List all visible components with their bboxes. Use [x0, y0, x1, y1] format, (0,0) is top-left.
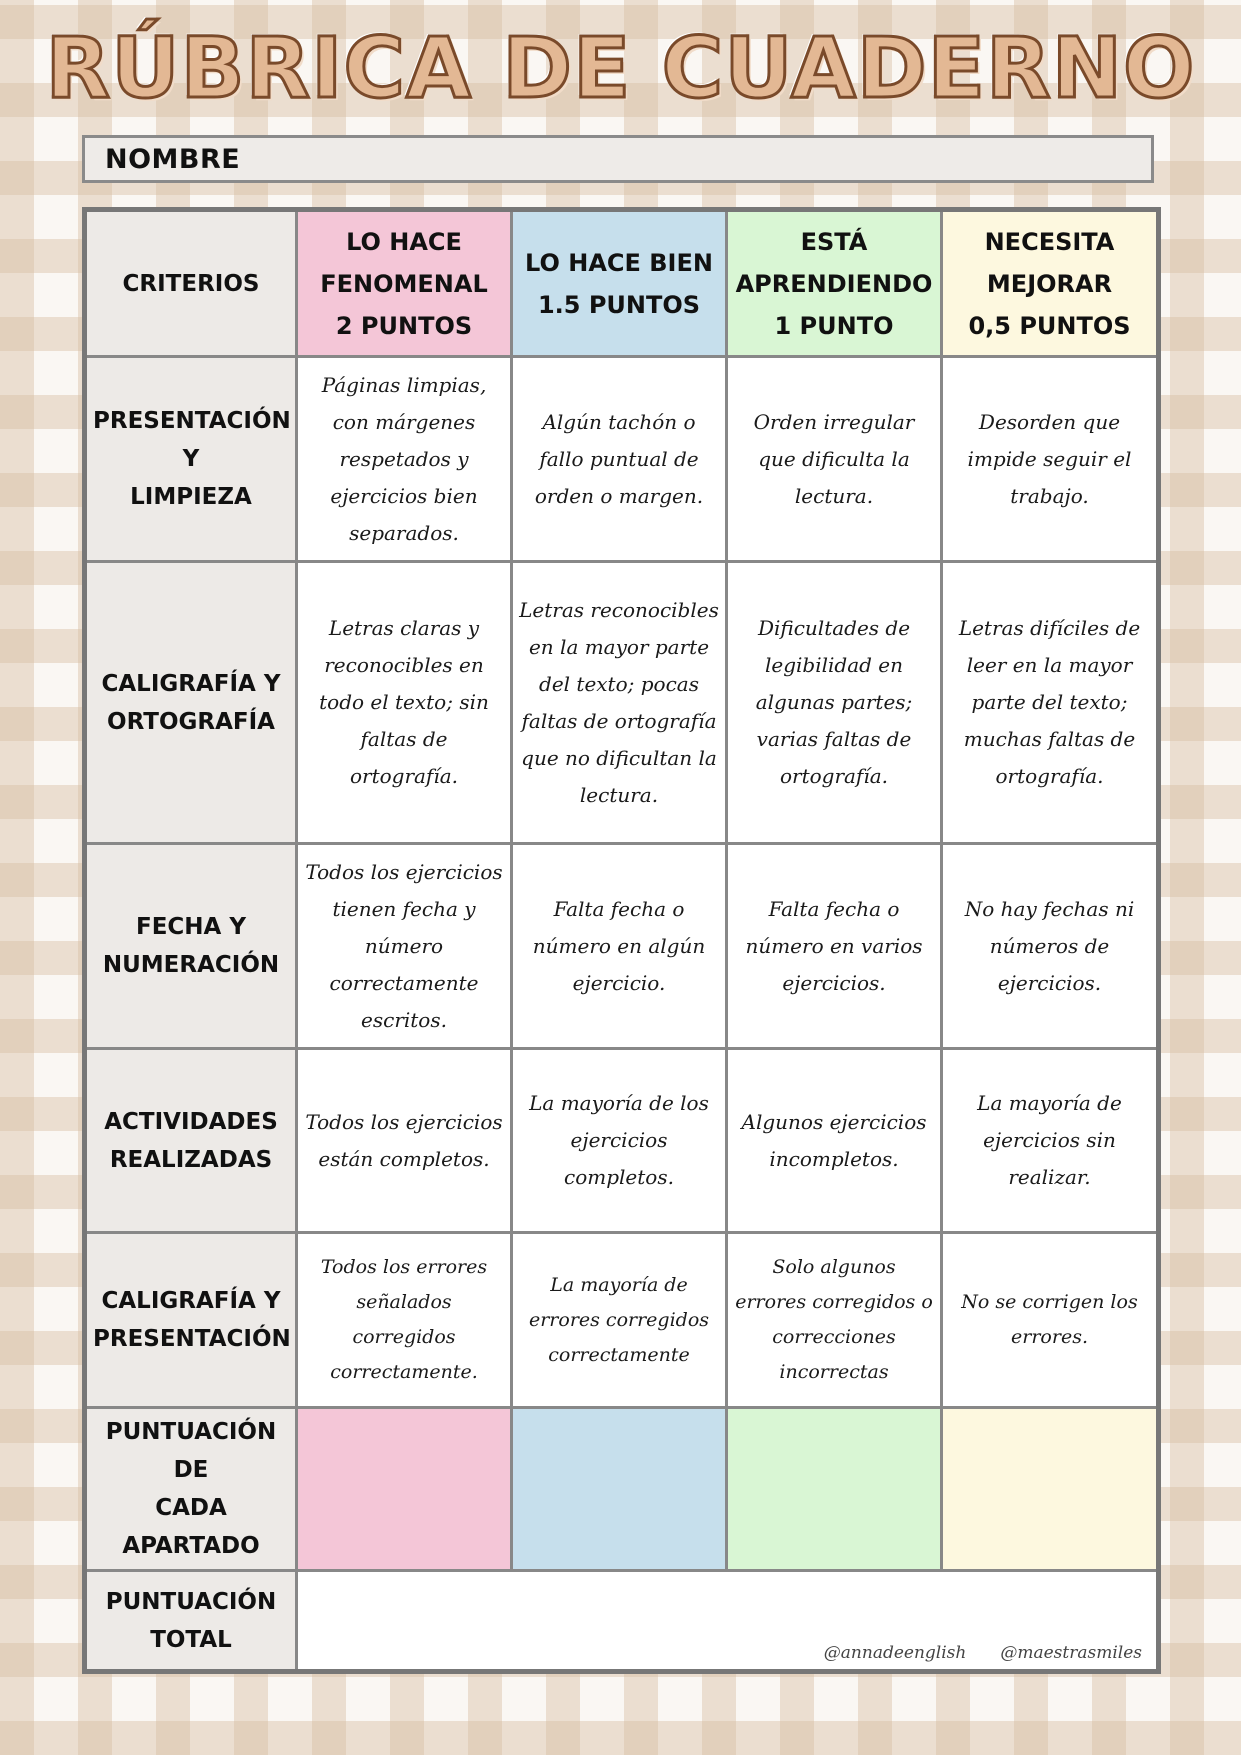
total-row-label: [85, 1571, 297, 1672]
table-row: [85, 357, 1159, 562]
descriptor-cell: Letras reconocibles en la mayor parte del texto; pocas faltas de ortografía que no dificultan la lectura.: [512, 562, 727, 844]
level-header-line: NECESITA: [984, 227, 1115, 256]
level-header-line: LO HACE: [346, 227, 462, 256]
criterion-line: LIMPIEZA: [130, 484, 252, 510]
table-row: [85, 844, 1159, 1049]
criterion-line: TOTAL: [150, 1626, 232, 1653]
level-header-line: 1 PUNTO: [774, 311, 894, 340]
level-header-line: 2 PUNTOS: [335, 311, 473, 340]
criterion-line: PRESENTACIÓN Y: [93, 408, 291, 472]
score-input-mejorar[interactable]: [942, 1408, 1159, 1571]
descriptor-cell: Falta fecha o número en algún ejercicio.: [512, 844, 727, 1049]
descriptor-cell: Falta fecha o número en varios ejercicios.: [727, 844, 942, 1049]
level-header-line: LO HACE BIEN: [525, 248, 713, 277]
criterion-fecha-numeracion: [85, 844, 297, 1049]
criterion-line: REALIZADAS: [109, 1146, 273, 1173]
score-row-label: [85, 1408, 297, 1571]
criterion-line: PUNTUACIÓN DE: [105, 1419, 277, 1483]
level-header-line: ESTÁ: [800, 227, 868, 256]
credit-handle: @maestrasmiles: [1000, 1643, 1142, 1663]
descriptor-cell: Solo algunos errores corregidos o correcciones incorrectas: [727, 1233, 942, 1408]
descriptor-cell: Desorden que impide seguir el trabajo.: [942, 357, 1159, 562]
table-row: [85, 1049, 1159, 1233]
score-input-bien[interactable]: [512, 1408, 727, 1571]
descriptor-cell: Todos los ejercicios tienen fecha y número correctamente escritos.: [297, 844, 512, 1049]
criterion-line: PRESENTACIÓN: [93, 1326, 291, 1352]
credit-handle: @annadeenglish: [823, 1643, 967, 1663]
page-title: RÚBRICA DE CUADERNO: [45, 19, 1196, 117]
descriptor-cell: Orden irregular que dificulta la lectura.: [727, 357, 942, 562]
level-header-mejorar: [942, 210, 1159, 357]
criterion-actividades-realizadas: [85, 1049, 297, 1233]
level-header-line: MEJORAR: [986, 269, 1113, 298]
score-input-aprendiendo[interactable]: [727, 1408, 942, 1571]
descriptor-cell: Letras difíciles de leer en la mayor parte del texto; muchas faltas de ortografía.: [942, 562, 1159, 844]
descriptor-cell: No se corrigen los errores.: [942, 1233, 1159, 1408]
level-header-bien: [512, 210, 727, 357]
name-label: NOMBRE: [105, 143, 241, 175]
descriptor-cell: Todos los errores señalados corregidos correctamente.: [297, 1233, 512, 1408]
table-row: [85, 1233, 1159, 1408]
total-row: [85, 1571, 1159, 1672]
descriptor-cell: La mayoría de los ejercicios completos.: [512, 1049, 727, 1233]
descriptor-cell: Algunos ejercicios incompletos.: [727, 1049, 942, 1233]
descriptor-cell: No hay fechas ni números de ejercicios.: [942, 844, 1159, 1049]
descriptor-cell: La mayoría de errores corregidos correctamente: [512, 1233, 727, 1408]
level-header-line: 0,5 PUNTOS: [968, 311, 1131, 340]
criterion-line: CALIGRAFÍA Y: [101, 670, 281, 697]
level-header-line: APRENDIENDO: [735, 269, 933, 298]
descriptor-cell: Páginas limpias, con márgenes respetados y ejercicios bien separados.: [297, 357, 512, 562]
criterion-line: NUMERACIÓN: [102, 952, 280, 978]
descriptor-cell: Letras claras y reconocibles en todo el texto; sin faltas de ortografía.: [297, 562, 512, 844]
header-row: [85, 210, 1159, 357]
credits: [824, 1643, 1142, 1663]
level-header-line: FENOMENAL: [320, 269, 488, 298]
descriptor-cell: Todos los ejercicios están completos.: [297, 1049, 512, 1233]
name-field[interactable]: [82, 135, 1154, 183]
criterion-line: ORTOGRAFÍA: [107, 708, 275, 735]
level-header-aprendiendo: [727, 210, 942, 357]
level-header-fenomenal: [297, 210, 512, 357]
total-score-input[interactable]: [297, 1571, 1159, 1672]
criterion-line: FECHA Y: [135, 914, 246, 940]
criterion-line: ACTIVIDADES: [104, 1108, 278, 1135]
score-input-fenomenal[interactable]: [297, 1408, 512, 1571]
level-header-line: 1.5 PUNTOS: [537, 290, 701, 319]
table-row: [85, 562, 1159, 844]
criteria-header: CRITERIOS: [85, 210, 297, 357]
rubric-table: [82, 207, 1161, 1674]
criterion-caligrafia-presentacion: [85, 1233, 297, 1408]
criterion-presentacion-limpieza: [85, 357, 297, 562]
score-row: [85, 1408, 1159, 1571]
criterion-caligrafia-ortografia: [85, 562, 297, 844]
descriptor-cell: Algún tachón o fallo puntual de orden o margen.: [512, 357, 727, 562]
criterion-line: CADA APARTADO: [122, 1495, 260, 1559]
criterion-line: PUNTUACIÓN: [105, 1588, 277, 1615]
descriptor-cell: La mayoría de ejercicios sin realizar.: [942, 1049, 1159, 1233]
criterion-line: CALIGRAFÍA Y: [101, 1288, 281, 1314]
descriptor-cell: Dificultades de legibilidad en algunas partes; varias faltas de ortografía.: [727, 562, 942, 844]
